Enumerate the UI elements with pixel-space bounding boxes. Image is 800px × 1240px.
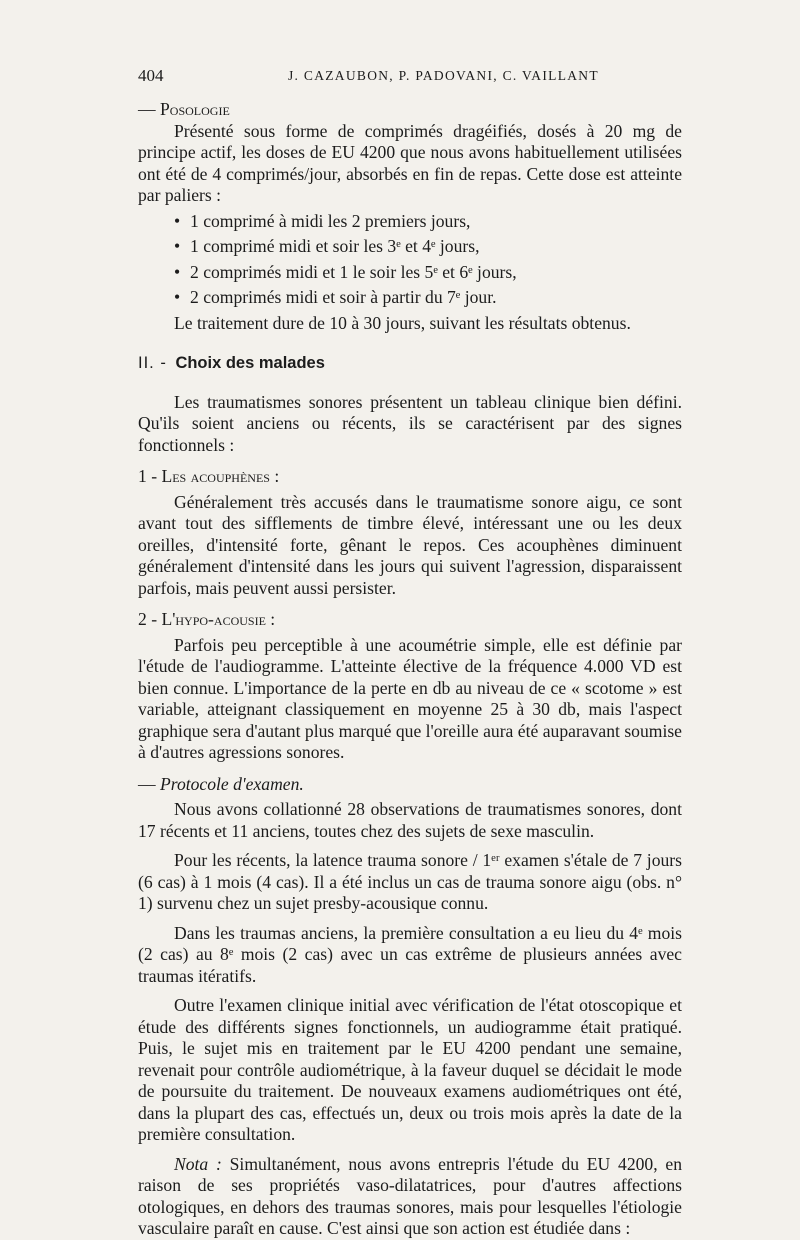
nota-text: Simultanément, nous avons entrepris l'étude du EU 4200, en raison de ses propriétés vaso-dilatatrices, pour d'autres affections otologiques, en dehors des traumas sonores, mais pour lesquelles l'étiologie vasculaire paraît en cause. C'est ainsi que son action est étudiée dans :	[138, 1153, 682, 1238]
dosage-bullet-3	[138, 262, 682, 284]
posologie-paragraph: Présenté sous forme de comprimés dragéifiés, dosés à 20 mg de principe actif, les doses de EU 4200 que nous avons habituellement utilisées ont été de 4 comprimés/jour, absorbés en fin de repas. Cette dose est atteinte par paliers :	[138, 120, 682, 205]
protocole-paragraph-2: Pour les récents, la latence trauma sonore / 1ᵉʳ examen s'étale de 7 jours (6 cas) à 1 mois (4 cas). Il a été inclus un cas de trauma sonore aigu (obs. n° 1) survenu chez un sujet presby-acousique connu.	[138, 850, 682, 913]
page-number: 404	[138, 66, 164, 85]
protocole-paragraph-4: Outre l'examen clinique initial avec vérification de l'état otoscopique et étude des différents signes fonctionnels, un audiogramme était pratiqué. Puis, le sujet mis en traitement par le EU 4200 pendant une semaine, revenait pour contrôle audiométrique, à la faveur duquel se décidait le mode de poursuite du traitement. De nouveaux examens audiométriques ont été, dans la plupart des cas, effectués un, deux ou trois mois après la date de la première consultation.	[138, 995, 682, 1144]
article-body	[138, 99, 682, 1240]
posologie-closing: Le traitement dure de 10 à 30 jours, suivant les résultats obtenus.	[174, 312, 631, 333]
posologie-heading: — Posologie	[138, 99, 230, 119]
acouphenes-paragraph: Généralement très accusés dans le traumatisme sonore aigu, ce sont avant tout des sifflements de timbre élevé, intéressant une ou les deux oreilles, d'intensité forte, gênant le repos. Ces acouphènes diminuent généralement d'intensité dans les jours qui suivent l'agression, disparaissent parfois, mais peuvent aussi persister.	[138, 491, 682, 598]
dosage-bullet-2	[138, 236, 682, 258]
running-header-authors: J. CAZAUBON, P. PADOVANI, C. VAILLANT	[288, 68, 599, 83]
nota-label: Nota :	[174, 1153, 222, 1174]
nota-paragraph	[138, 1154, 682, 1240]
hypoacousie-paragraph: Parfois peu perceptible à une acoumétrie simple, elle est définie par l'étude de l'audiogramme. L'atteinte élective de la fréquence 4.000 VD est bien connue. L'importance de la perte en db au niveau de ce « scotome » est variable, atteignant classiquement en moyenne 25 à 30 db, mais l'aspect graphique sera d'autant plus marqué que l'oreille aura été auparavant soumise à d'autres agressions sonores.	[138, 634, 682, 762]
running-header	[138, 66, 682, 90]
dosage-bullet-text: 1 comprimé midi et soir les 3ᵉ et 4ᵉ jours,	[190, 236, 480, 256]
section-heading	[138, 353, 682, 375]
bullet-dot-icon: •	[174, 236, 181, 256]
dosage-bullet-4	[138, 287, 682, 309]
bullet-dot-icon: •	[174, 210, 181, 231]
dosage-bullet-text: 2 comprimés midi et 1 le soir les 5ᵉ et 6ᵉ jours,	[190, 261, 517, 282]
protocole-heading	[138, 774, 682, 796]
dosage-bullet-text: 1 comprimé à midi les 2 premiers jours,	[190, 210, 471, 231]
bullet-dot-icon: •	[174, 261, 181, 282]
protocole-paragraph-3: Dans les traumas anciens, la première consultation a eu lieu du 4ᵉ mois (2 cas) au 8ᵉ mois (2 cas) avec un cas extrême de plusieurs années avec traumas itératifs.	[138, 922, 682, 986]
protocole-paragraph-1: Nous avons collationné 28 observations de traumatismes sonores, dont 17 récents et 11 anciens, toutes chez des sujets de sexe masculin.	[138, 799, 682, 841]
dosage-bullet-1	[138, 211, 682, 233]
section-intro: Les traumatismes sonores présentent un tableau clinique bien défini. Qu'ils soient anciens ou récents, ils se caractérisent par des signes fonctionnels :	[138, 391, 682, 455]
protocole-heading-text: Protocole d'examen.	[160, 773, 304, 794]
acouphenes-heading: 1 - Les acouphènes :	[138, 466, 280, 486]
protocole-dash: —	[138, 773, 156, 794]
hypoacousie-heading: 2 - L'hypo-acousie :	[138, 609, 276, 629]
dosage-bullet-text: 2 comprimés midi et soir à partir du 7ᵉ jour.	[190, 287, 497, 307]
section-title: Choix des malades	[175, 354, 325, 372]
section-number: II. -	[138, 354, 167, 372]
bullet-dot-icon: •	[174, 287, 181, 307]
